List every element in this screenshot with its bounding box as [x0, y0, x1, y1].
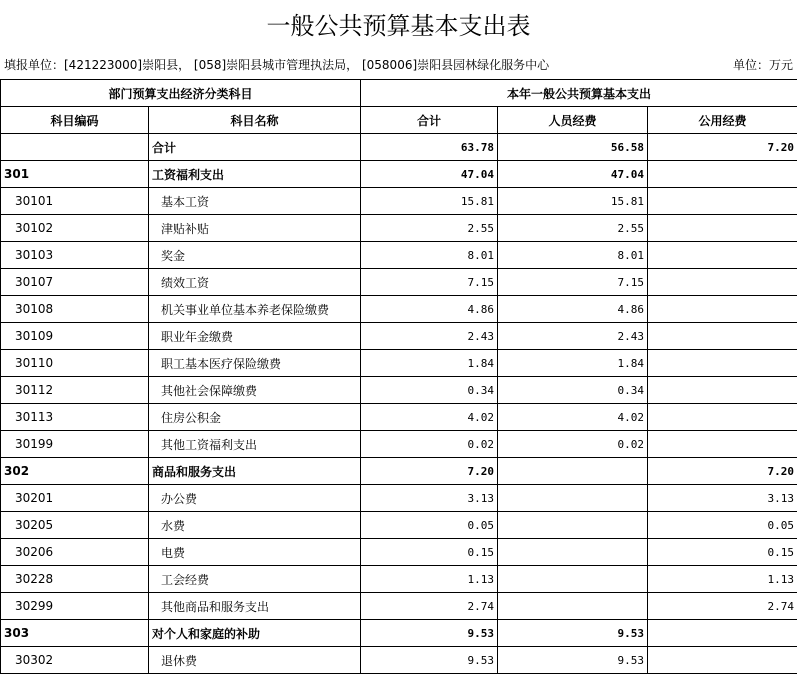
table-row	[1, 647, 797, 674]
cell-total: 0.15	[361, 539, 498, 566]
header-column-row	[1, 107, 797, 134]
cell-total: 63.78	[361, 134, 498, 161]
cell-personnel: 2.43	[498, 323, 648, 350]
cell-name: 职业年金缴费	[149, 323, 361, 350]
cell-public	[648, 269, 797, 296]
cell-name: 其他社会保障缴费	[149, 377, 361, 404]
cell-name: 水费	[149, 512, 361, 539]
table-row	[1, 296, 797, 323]
cell-total: 4.86	[361, 296, 498, 323]
page-title: 一般公共预算基本支出表	[266, 12, 531, 40]
header-name: 科目名称	[149, 107, 361, 134]
cell-public	[648, 647, 797, 674]
header-code: 科目编码	[1, 107, 149, 134]
cell-public	[648, 377, 797, 404]
cell-code: 30112	[1, 377, 149, 404]
cell-total: 8.01	[361, 242, 498, 269]
table-row	[1, 215, 797, 242]
cell-total: 47.04	[361, 161, 498, 188]
cell-code: 30228	[1, 566, 149, 593]
cell-personnel: 47.04	[498, 161, 648, 188]
cell-public: 0.15	[648, 539, 797, 566]
cell-name: 其他商品和服务支出	[149, 593, 361, 620]
cell-code: 30206	[1, 539, 149, 566]
cell-name: 绩效工资	[149, 269, 361, 296]
header-current-year: 本年一般公共预算基本支出	[361, 80, 797, 107]
cell-personnel	[498, 512, 648, 539]
table-row	[1, 323, 797, 350]
cell-code: 30113	[1, 404, 149, 431]
cell-code: 30102	[1, 215, 149, 242]
cell-name: 职工基本医疗保险缴费	[149, 350, 361, 377]
cell-total: 2.74	[361, 593, 498, 620]
header-group-row	[1, 80, 797, 107]
cell-public	[648, 242, 797, 269]
cell-code: 30108	[1, 296, 149, 323]
cell-total: 9.53	[361, 620, 498, 647]
cell-public: 1.13	[648, 566, 797, 593]
cell-personnel: 9.53	[498, 620, 648, 647]
cell-code: 30101	[1, 188, 149, 215]
cell-public	[648, 188, 797, 215]
cell-name: 商品和服务支出	[149, 458, 361, 485]
cell-code: 30299	[1, 593, 149, 620]
cell-total: 7.20	[361, 458, 498, 485]
cell-code: 30107	[1, 269, 149, 296]
cell-personnel: 0.02	[498, 431, 648, 458]
cell-total: 1.84	[361, 350, 498, 377]
cell-personnel	[498, 539, 648, 566]
cell-public: 3.13	[648, 485, 797, 512]
cell-personnel	[498, 485, 648, 512]
cell-name: 基本工资	[149, 188, 361, 215]
table-row	[1, 134, 797, 161]
header-personnel: 人员经费	[498, 107, 648, 134]
cell-public	[648, 296, 797, 323]
cell-name: 机关事业单位基本养老保险缴费	[149, 296, 361, 323]
cell-personnel	[498, 458, 648, 485]
cell-personnel	[498, 566, 648, 593]
cell-public	[648, 323, 797, 350]
cell-public	[648, 161, 797, 188]
cell-total: 0.05	[361, 512, 498, 539]
cell-public	[648, 350, 797, 377]
cell-personnel: 1.84	[498, 350, 648, 377]
currency-unit: 单位：万元	[732, 58, 793, 72]
table-row	[1, 512, 797, 539]
table-row	[1, 539, 797, 566]
cell-name: 住房公积金	[149, 404, 361, 431]
table-row	[1, 485, 797, 512]
cell-code: 30201	[1, 485, 149, 512]
cell-name: 工资福利支出	[149, 161, 361, 188]
cell-personnel: 4.86	[498, 296, 648, 323]
cell-total: 0.02	[361, 431, 498, 458]
cell-code: 30302	[1, 647, 149, 674]
cell-code: 303	[1, 620, 149, 647]
cell-public	[648, 620, 797, 647]
cell-total: 2.55	[361, 215, 498, 242]
cell-public: 7.20	[648, 458, 797, 485]
cell-personnel	[498, 593, 648, 620]
cell-personnel: 0.34	[498, 377, 648, 404]
cell-personnel: 4.02	[498, 404, 648, 431]
cell-code: 30109	[1, 323, 149, 350]
cell-public	[648, 215, 797, 242]
cell-name: 对个人和家庭的补助	[149, 620, 361, 647]
cell-personnel: 8.01	[498, 242, 648, 269]
table-row	[1, 593, 797, 620]
cell-code: 301	[1, 161, 149, 188]
report-info	[4, 56, 793, 74]
cell-name: 电费	[149, 539, 361, 566]
header-public: 公用经费	[648, 107, 797, 134]
cell-total: 0.34	[361, 377, 498, 404]
cell-personnel: 7.15	[498, 269, 648, 296]
table-row	[1, 431, 797, 458]
cell-total: 4.02	[361, 404, 498, 431]
table-row	[1, 269, 797, 296]
cell-public	[648, 404, 797, 431]
cell-code: 302	[1, 458, 149, 485]
header-total: 合计	[361, 107, 498, 134]
cell-name: 工会经费	[149, 566, 361, 593]
cell-name: 办公费	[149, 485, 361, 512]
header-classification: 部门预算支出经济分类科目	[1, 80, 361, 107]
cell-personnel: 15.81	[498, 188, 648, 215]
cell-personnel: 2.55	[498, 215, 648, 242]
cell-name: 津贴补贴	[149, 215, 361, 242]
cell-code: 30110	[1, 350, 149, 377]
cell-code: 30199	[1, 431, 149, 458]
cell-code: 30103	[1, 242, 149, 269]
cell-total: 2.43	[361, 323, 498, 350]
cell-total: 7.15	[361, 269, 498, 296]
table-row	[1, 404, 797, 431]
cell-name: 奖金	[149, 242, 361, 269]
cell-name: 其他工资福利支出	[149, 431, 361, 458]
cell-name: 退休费	[149, 647, 361, 674]
cell-public	[648, 431, 797, 458]
table-row	[1, 377, 797, 404]
cell-code: 30205	[1, 512, 149, 539]
table-row	[1, 566, 797, 593]
cell-public: 2.74	[648, 593, 797, 620]
cell-code	[1, 134, 149, 161]
cell-name: 合计	[149, 134, 361, 161]
table-row	[1, 458, 797, 485]
cell-total: 15.81	[361, 188, 498, 215]
cell-public: 0.05	[648, 512, 797, 539]
reporting-unit: 填报单位：[421223000]崇阳县， [058]崇阳县城市管理执法局， [058006]崇阳县园林绿化服务中心	[4, 58, 550, 72]
cell-personnel: 9.53	[498, 647, 648, 674]
cell-personnel: 56.58	[498, 134, 648, 161]
cell-public: 7.20	[648, 134, 797, 161]
table-row	[1, 161, 797, 188]
table-row	[1, 350, 797, 377]
expenditure-table	[0, 79, 797, 674]
cell-total: 3.13	[361, 485, 498, 512]
table-row	[1, 188, 797, 215]
table-row	[1, 242, 797, 269]
cell-total: 1.13	[361, 566, 498, 593]
table-row	[1, 620, 797, 647]
cell-total: 9.53	[361, 647, 498, 674]
